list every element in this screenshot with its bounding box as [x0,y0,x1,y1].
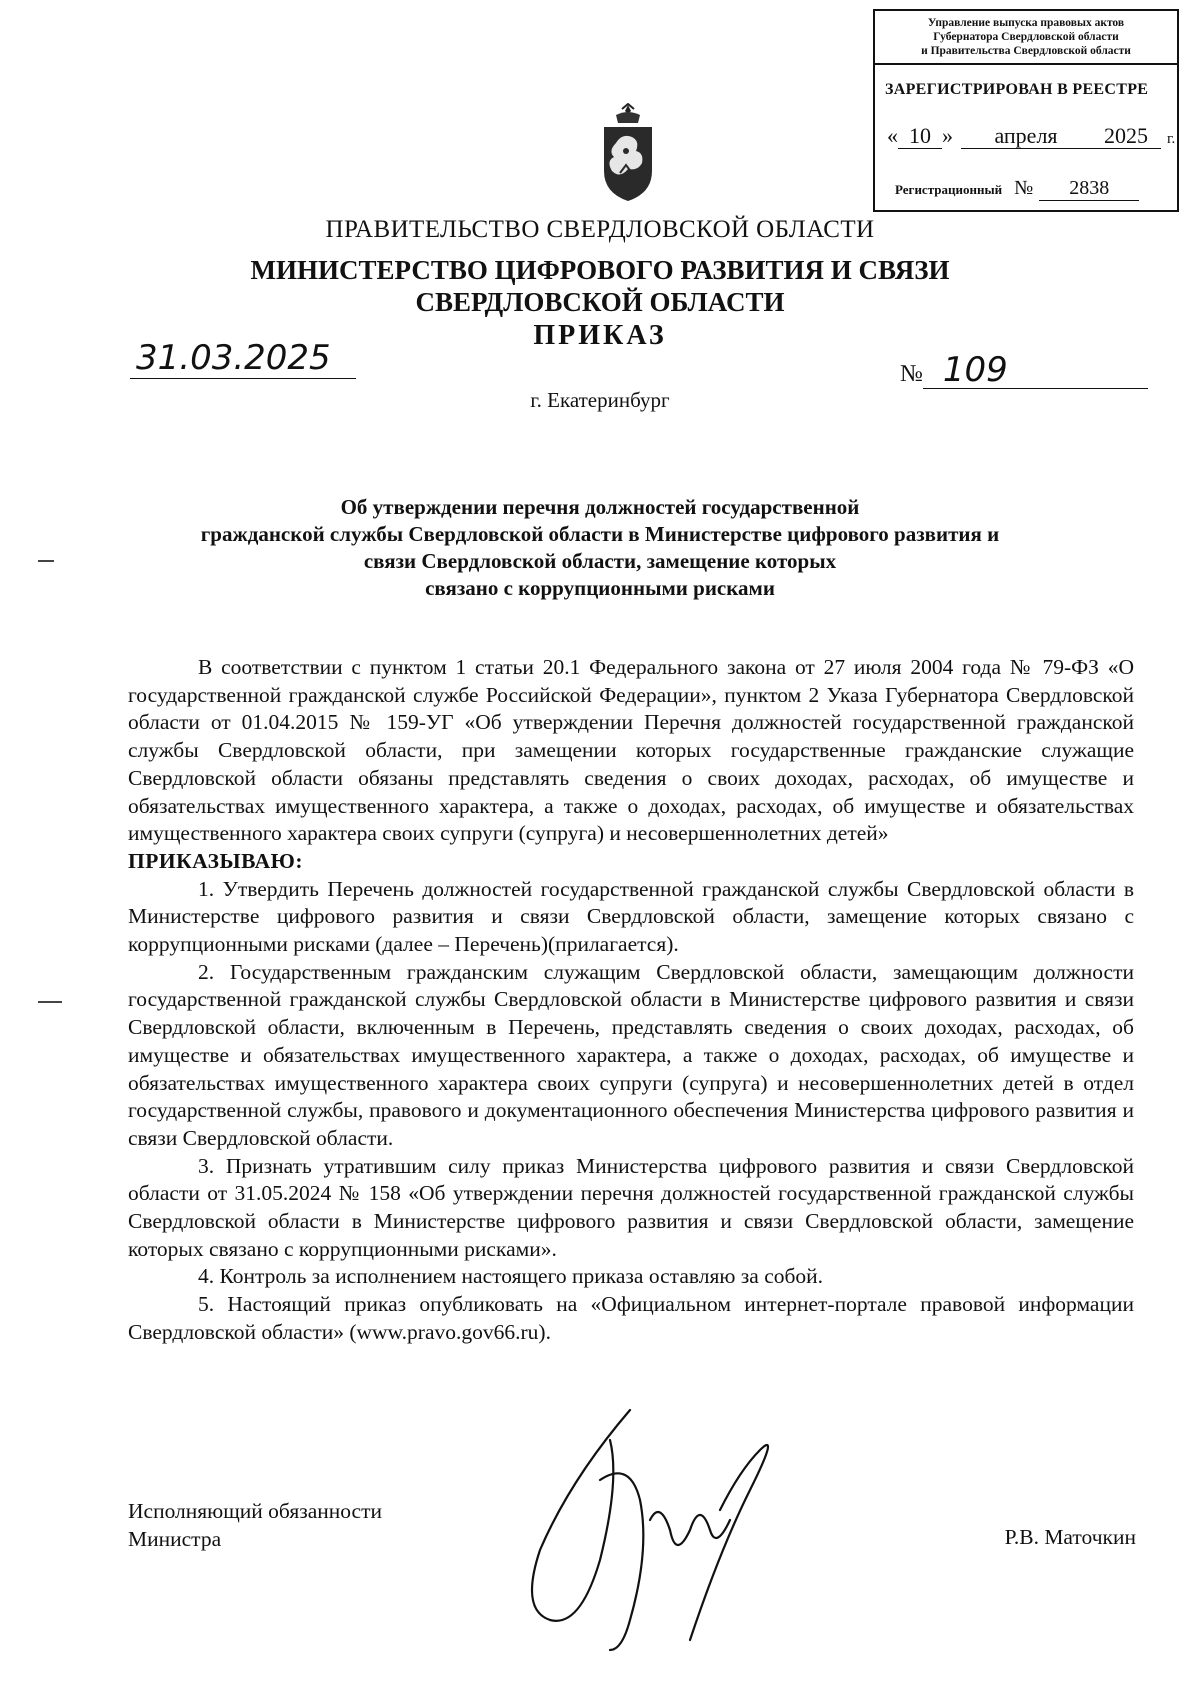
document-body [128,654,1134,1347]
title-line: Об утверждении перечня должностей государственной [340,495,860,519]
signatory-position [128,1497,382,1553]
title-line: связи Свердловской области, замещение которых [363,549,837,573]
ministry-name-line: МИНИСТЕРСТВО ЦИФРОВОГО РАЗВИТИЯ И СВЯЗИ [250,255,950,285]
reg-number-sign: № [1014,177,1034,199]
document-title [0,494,1200,602]
stamp-header-line: и Правительства Свердловской области [921,45,1131,57]
ministry-name-line: СВЕРДЛОВСКОЙ ОБЛАСТИ [415,287,785,317]
registration-number [895,177,1139,201]
registration-stamp [873,9,1179,212]
title-line: связано с коррупционными рисками [425,576,775,600]
order-item: 5. Настоящий приказ опубликовать на «Официальном интернет-портале правовой информации Свердловской области» (www.pravo.gov66.ru). [128,1292,1134,1344]
margin-mark [38,560,54,562]
reg-number-label: Регистрационный [895,182,1003,197]
document-type: ПРИКАЗ [533,320,667,351]
order-word: ПРИКАЗЫВАЮ: [128,848,304,873]
ministry-name [0,254,1200,318]
order-item: 1. Утвердить Перечень должностей государственной гражданской службы Свердловской области в Министерстве цифрового развития и связи Свердловской области, замещение которых связано с коррупционными рисками (далее – Перечень)(прилагается). [128,876,1134,957]
signatory-position-line: Министра [128,1527,222,1551]
stamp-header-line: Управление выпуска правовых актов [927,17,1125,29]
order-item: 2. Государственным гражданским служащим Свердловской области, замещающим должности государственной гражданской службы Свердловской области в Министерстве цифрового развития и связи Свердловской области, включенным в Перечень, представлять сведения о своих доходах, расходах, об имуществе и обязательствах имущественного характера, а также о доходах, расходах, об имуществе и обязательствах имущественного характера своих супруги (супруга) и несовершеннолетних детей в отдел государственной службы, правового и документационного обеспечения Министерства цифрового развития и связи Свердловской области. [128,959,1134,1150]
registration-year-suffix: г. [1167,131,1176,147]
order-date: 31.03.2025 [130,338,356,379]
registration-year: 2025 [1091,124,1161,149]
preamble-paragraph: В соответствии с пунктом 1 статьи 20.1 Федерального закона от 27 июля 2004 года № 79-ФЗ «О государственной гражданской службе Российской Федерации», пунктом 2 Указа Губернатора Свердловской области от 01.04.2015 № 159-УГ «Об утверждении Перечня должностей государственной гражданской службы Свердловской области, при замещении которых государственные гражданские служащие Свердловской области обязаны представлять сведения о своих доходах, расходах, об имуществе и обязательствах имущественного характера, а также о доходах, расходах, об имуществе и обязательствах имущественного характера своих супруги (супруга) и несовершеннолетних детей» [128,655,1134,846]
margin-mark [38,1001,62,1003]
signatory-position-line: Исполняющий обязанности [128,1499,382,1523]
title-line: гражданской службы Свердловской области в Министерстве цифрового развития и [200,522,1000,546]
registration-day: 10 [898,124,942,149]
stamp-header-line: Губернатора Свердловской области [933,31,1119,43]
order-number-sign: № [900,361,923,387]
order-number-value: 109 [923,352,1148,389]
handwritten-signature [480,1390,810,1660]
order-item: 4. Контроль за исполнением настоящего приказа оставляю за собой. [198,1264,824,1289]
date-close-quote: » [942,123,953,148]
government-name: ПРАВИТЕЛЬСТВО СВЕРДЛОВСКОЙ ОБЛАСТИ [325,216,875,243]
city: г. Екатеринбург [530,388,670,412]
order-number [900,352,1148,389]
registration-stamp-header [875,11,1177,65]
order-item: 3. Признать утратившим силу приказ Министерства цифрового развития и связи Свердловской области от 31.05.2024 № 158 «Об утверждении перечня должностей государственной гражданской службы Свердловской области в Министерстве цифрового развития и связи Свердловской области, замещение которых связано с коррупционными рисками». [128,1153,1134,1261]
registration-date [887,123,1175,149]
registered-label: ЗАРЕГИСТРИРОВАН В РЕЕСТРЕ [885,81,1149,98]
reg-number-value: 2838 [1039,177,1139,201]
signatory-name: Р.В. Маточкин [1004,1525,1136,1549]
coat-of-arms-icon [598,103,658,203]
registration-month: апреля [961,124,1091,149]
date-open-quote: « [887,123,898,148]
